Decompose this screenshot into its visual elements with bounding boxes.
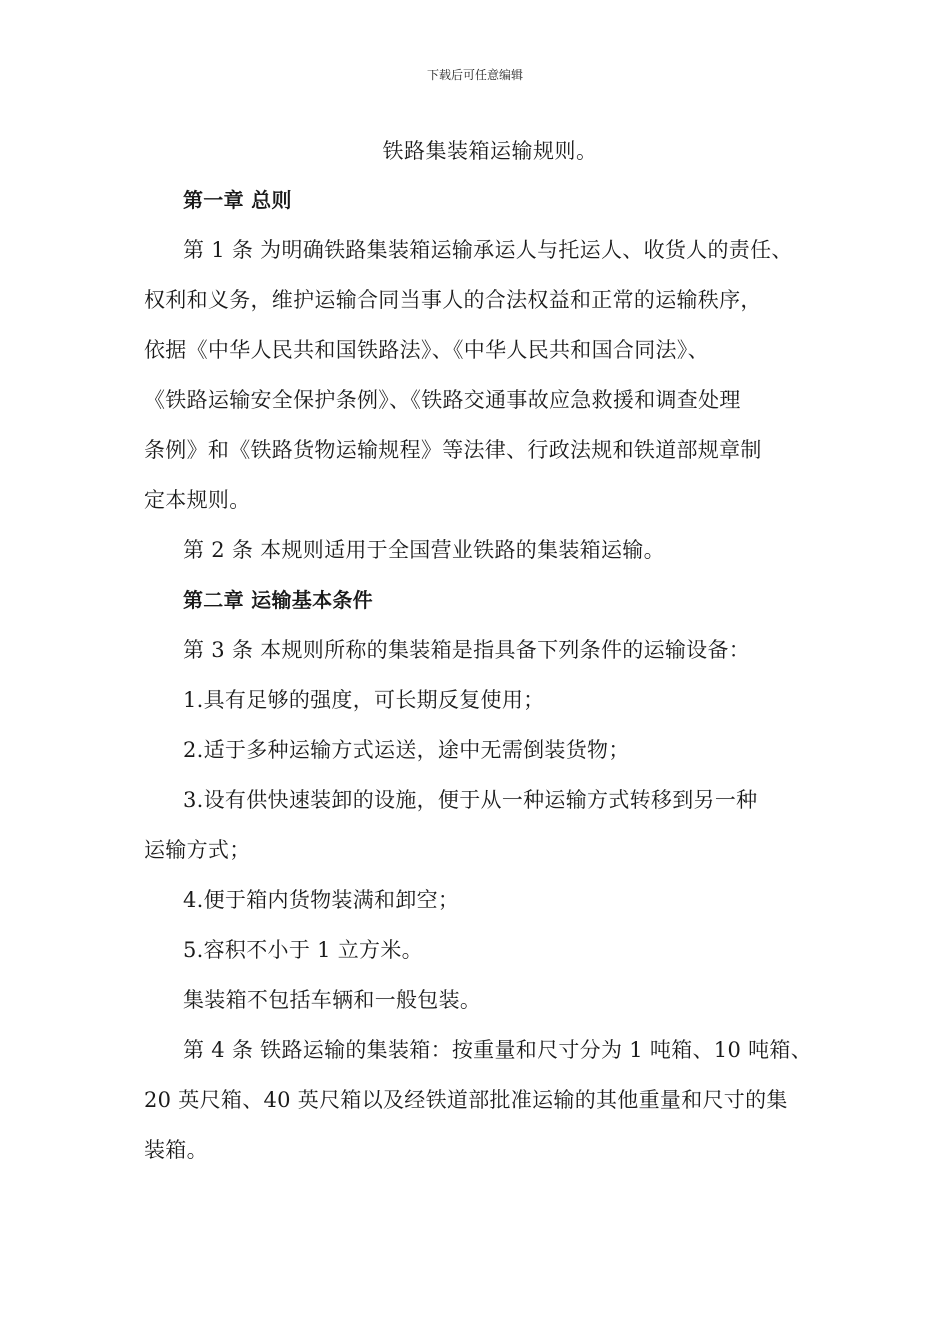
paragraph-line: 20 英尺箱、40 英尺箱以及经铁道部批准运输的其他重量和尺寸的集 xyxy=(144,1088,788,1112)
page-header-note: 下载后可任意编辑 xyxy=(426,68,523,82)
chapter-heading: 第一章 总则 xyxy=(183,188,292,212)
paragraph-line: 装箱。 xyxy=(144,1138,208,1162)
paragraph-line: 定本规则。 xyxy=(144,488,251,512)
paragraph-line: 第 3 条 本规则所称的集装箱是指具备下列条件的运输设备： xyxy=(183,638,751,662)
list-item: 5.容积不小于 1 立方米。 xyxy=(183,938,423,962)
paragraph-line: 依据《中华人民共和国铁路法》、《中华人民共和国合同法》、 xyxy=(144,338,709,362)
document-title: 铁路集装箱运输规则。 xyxy=(382,139,598,163)
paragraph-line: 条例》和《铁路货物运输规程》等法律、行政法规和铁道部规章制 xyxy=(144,438,762,462)
paragraph-line: 第 1 条 为明确铁路集装箱运输承运人与托运人、收货人的责任、 xyxy=(183,238,793,262)
list-item: 2.适于多种运输方式运送，途中无需倒装货物； xyxy=(183,738,630,762)
paragraph-line: 权利和义务，维护运输合同当事人的合法权益和正常的运输秩序， xyxy=(144,288,762,312)
paragraph-line: 《铁路运输安全保护条例》、《铁路交通事故应急救援和调查处理 xyxy=(144,388,741,412)
list-item: 4.便于箱内货物装满和卸空； xyxy=(183,888,460,912)
chapter-heading: 第二章 运输基本条件 xyxy=(183,588,373,612)
list-item: 3.设有供快速装卸的设施，便于从一种运输方式转移到另一种 xyxy=(183,788,758,812)
paragraph-line: 第 2 条 本规则适用于全国营业铁路的集装箱运输。 xyxy=(183,538,665,562)
paragraph-line: 集装箱不包括车辆和一般包装。 xyxy=(183,988,482,1012)
list-item: 1.具有足够的强度，可长期反复使用； xyxy=(183,688,545,712)
paragraph-line: 第 4 条 铁路运输的集装箱：按重量和尺寸分为 1 吨箱、10 吨箱、 xyxy=(183,1038,812,1062)
list-item-continuation: 运输方式； xyxy=(144,838,251,862)
